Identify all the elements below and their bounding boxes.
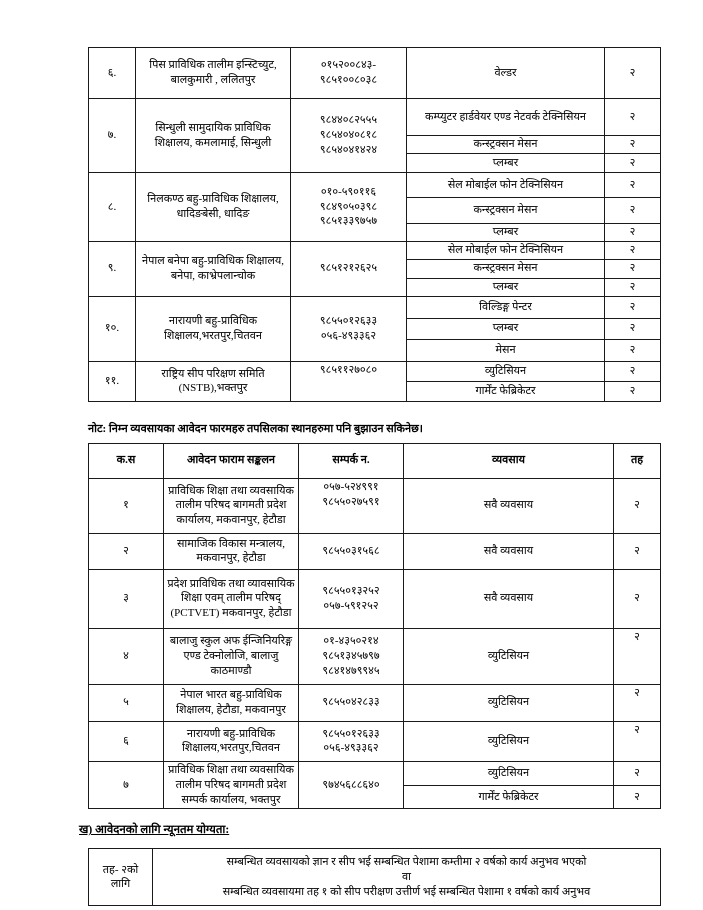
sn-cell: ९. — [89, 241, 136, 296]
contact-cell — [299, 569, 404, 628]
level-cell: २ — [614, 785, 661, 809]
phone-number: ०१-४३५०२१४ — [323, 635, 379, 648]
header-trade: व्यवसाय — [404, 443, 614, 478]
level-cell: २ — [605, 173, 661, 198]
phone-number: ९८५१००८०३८ — [319, 74, 378, 86]
sn-cell: १०. — [89, 296, 136, 361]
institution-cell: सिन्धुली सामुदायिक प्राविधिक शिक्षालय, कमलामाई, सिन्धुली — [136, 99, 291, 173]
sn-cell: ४ — [89, 628, 164, 684]
phone-number: ०१०-५९०११६ — [320, 185, 377, 198]
header-collection-place: आवेदन फाराम सङ्कलन — [164, 443, 299, 478]
contact-cell — [291, 296, 407, 361]
contact-cell — [299, 628, 404, 684]
table-row — [89, 361, 661, 381]
institution-cell: नारायणी बहु-प्राविधिक शिक्षालय,भरतपुर,चितवन — [136, 296, 291, 361]
phone-number: ९८५४०४०८१८ — [319, 129, 378, 142]
level-cell: २ — [605, 278, 661, 296]
trade-cell: व्युटिसियन — [404, 628, 614, 684]
level-cell: २ — [605, 381, 661, 401]
level-cell: २ — [605, 136, 661, 154]
trade-cell: व्युटिसियन — [404, 684, 614, 721]
phone-number: ९८५१३३९७५७ — [319, 215, 378, 228]
institution-cell: सामाजिक विकास मन्त्रालय, मकवानपुर, हेटौडा — [164, 533, 299, 569]
institution-cell: पिस प्राविधिक तालीम इन्स्टिच्युट, बालकुमारी , ललितपुर — [136, 48, 291, 99]
table-row — [89, 99, 661, 136]
level-label-cell: तह- २को लागि — [89, 849, 153, 906]
phone-number: ०१५२००८४३- — [320, 59, 377, 72]
trade-cell: सवै व्यवसाय — [404, 569, 614, 628]
table-row — [89, 721, 661, 761]
minimum-qualification-table — [88, 848, 661, 906]
level-cell: २ — [614, 721, 661, 761]
level-cell: २ — [605, 48, 661, 99]
phone-number: ०५६-४९३३६२ — [320, 329, 377, 342]
header-contact: सम्पर्क न. — [299, 443, 404, 478]
phone-number: ९७४५६८८६४० — [322, 778, 380, 791]
level-cell: २ — [614, 761, 661, 785]
sn-cell: ६. — [89, 48, 136, 99]
trade-cell: गार्मेंट फेब्रिकेटर — [404, 785, 614, 809]
level-cell: २ — [605, 99, 661, 136]
table-row — [89, 173, 661, 198]
institution-cell: प्रदेश प्राविधिक तथा व्यावसायिक शिक्षा एवम् तालीम परिषद् (PCTVET) मकवानपुर, हेटौडा — [164, 569, 299, 628]
phone-number: ९८५५०१२६३३ — [322, 727, 380, 740]
contact-cell — [291, 99, 407, 173]
header-sn: क.स — [89, 443, 164, 478]
contact-cell — [299, 533, 404, 569]
trade-cell: मेसन — [407, 339, 605, 361]
contact-cell — [291, 173, 407, 242]
contact-cell — [299, 721, 404, 761]
qualification-cell — [153, 849, 661, 906]
institution-cell: नेपाल भारत बहु-प्राविधिक शिक्षालय, हेटौडा, मकवानपुर — [164, 684, 299, 721]
trade-cell: कम्प्युटर हार्डवेयर एण्ड नेटवर्क टेक्निसियन — [407, 99, 605, 136]
trade-cell: व्युटिसियन — [407, 361, 605, 381]
level-cell: २ — [614, 533, 661, 569]
phone-number: ९८४९०५०३९८ — [319, 200, 378, 213]
table-row — [89, 478, 661, 533]
qualification-line: वा — [402, 870, 411, 883]
table-row — [89, 628, 661, 684]
trade-cell: कन्स्ट्रक्सन मेसन — [407, 259, 605, 278]
trade-cell: कन्स्ट्रक्सन मेसन — [407, 198, 605, 224]
table-row — [89, 761, 661, 785]
level-cell: २ — [605, 198, 661, 224]
table-row — [89, 849, 661, 906]
phone-number: ०५६-४९३३६२ — [323, 742, 379, 755]
sn-cell: ६ — [89, 721, 164, 761]
level-cell: २ — [614, 684, 661, 721]
phone-number: ९८५१३४५७९७ — [322, 649, 380, 662]
sn-cell: २ — [89, 533, 164, 569]
sn-cell: ३ — [89, 569, 164, 628]
phone-number: ९८५४०४१४२४ — [319, 143, 378, 156]
training-institutes-table — [88, 47, 661, 402]
phone-number: ९८५५०१३२५२ — [322, 585, 380, 597]
trade-cell: व्युटिसियन — [404, 721, 614, 761]
level-cell: २ — [614, 478, 661, 533]
trade-cell: प्लम्बर — [407, 278, 605, 296]
phone-number: ९८५५०४२८३३ — [322, 696, 380, 709]
table-row — [89, 241, 661, 259]
level-cell: २ — [605, 296, 661, 318]
header-level: तह — [614, 443, 661, 478]
trade-cell: विल्डिङ्ग पेन्टर — [407, 296, 605, 318]
contact-cell — [291, 48, 407, 99]
phone-number: ९८४४०८२५५५ — [319, 114, 378, 127]
level-cell: २ — [605, 318, 661, 339]
sn-cell: ५ — [89, 684, 164, 721]
phone-number: ९८४१४७९९४५ — [322, 664, 380, 677]
institution-cell: नेपाल बनेपा बहु-प्राविधिक शिक्षालय, बनेपा, काभ्रेपलान्चोक — [136, 241, 291, 296]
level-cell: २ — [605, 259, 661, 278]
level-cell: २ — [614, 569, 661, 628]
trade-cell: सवै व्यवसाय — [404, 533, 614, 569]
trade-cell: सवै व्यवसाय — [404, 478, 614, 533]
institution-cell: प्राविधिक शिक्षा तथा व्यवसायिक तालीम परिषद बागमती प्रदेश सम्पर्क कार्यालय, भक्तपुर — [164, 761, 299, 809]
institution-cell: राष्ट्रिय सीप परिक्षण समिति (NSTB),भक्तपुर — [136, 361, 291, 401]
level-cell: २ — [614, 628, 661, 684]
trade-cell: सेल मोबाईल फोन टेक्निसियन — [407, 173, 605, 198]
table-row — [89, 569, 661, 628]
phone-number: ०५७-५९१२५२ — [323, 599, 379, 612]
trade-cell: प्लम्बर — [407, 154, 605, 173]
sn-cell: ८. — [89, 173, 136, 242]
trade-cell: प्लम्बर — [407, 318, 605, 339]
table-header-row — [89, 443, 661, 478]
sn-cell: ७. — [89, 99, 136, 173]
trade-cell: वेल्डर — [407, 48, 605, 99]
table-row — [89, 296, 661, 318]
institution-cell: नारायणी बहु-प्राविधिक शिक्षालय,भरतपुर,चितवन — [164, 721, 299, 761]
trade-cell: प्लम्बर — [407, 224, 605, 242]
level-cell: २ — [605, 224, 661, 242]
trade-cell: सेल मोबाईल फोन टेक्निसियन — [407, 241, 605, 259]
institution-cell: प्राविधिक शिक्षा तथा व्यवसायिक तालीम परिषद बागमती प्रदेश कार्यालय, मकवानपुर, हेटौडा — [164, 478, 299, 533]
level-cell: २ — [605, 154, 661, 173]
level-cell: २ — [605, 361, 661, 381]
institution-cell: बालाजु स्कुल अफ ईन्जिनियरिङ्ग एण्ड टेक्नोलोजि, बालाजु काठमाण्डौ — [164, 628, 299, 684]
phone-number: ९८५५०२७५९१ — [322, 495, 380, 508]
trade-cell: कन्स्ट्रक्सन मेसन — [407, 136, 605, 154]
table-row — [89, 533, 661, 569]
contact-cell — [291, 241, 407, 296]
contact-cell — [291, 361, 407, 401]
application-collection-table — [88, 443, 661, 810]
sn-cell: ७ — [89, 761, 164, 809]
note-text: नोट: निम्न व्यवसायका आवेदन फारमहरु तपसिलका स्थानहरुमा पनि बुझाउन सकिनेछ। — [88, 422, 423, 435]
phone-number: ९८५५०१२६३३ — [319, 315, 378, 327]
trade-cell: व्युटिसियन — [404, 761, 614, 785]
qualification-heading: ख) आवेदनको लागि न्यूनतम योग्यता: — [79, 824, 230, 837]
contact-cell — [299, 761, 404, 809]
qualification-line: सम्बन्धित व्यवसायमा तह १ को सीप परीक्षण उत्तीर्ण भई सम्बन्धित पेशामा १ वर्षको कार्य अनुभव — [222, 885, 591, 898]
phone-number: ९८५११२७०८० — [319, 363, 378, 376]
level-cell: २ — [605, 241, 661, 259]
contact-cell — [299, 684, 404, 721]
sn-cell: १ — [89, 478, 164, 533]
phone-number: ०५७-५२४९९१ — [323, 480, 379, 493]
level-cell: २ — [605, 339, 661, 361]
phone-number: ९८५१२१२६२५ — [319, 262, 378, 275]
phone-number: ९८५५०३१५६८ — [322, 544, 380, 557]
table-row — [89, 48, 661, 99]
institution-cell: निलकण्ठ बहु-प्राविधिक शिक्षालय, धादिङबेसी, धादिङ — [136, 173, 291, 242]
sn-cell: ११. — [89, 361, 136, 401]
qualification-line: सम्बन्धित व्यवसायको ज्ञान र सीप भई सम्बन्धित पेशामा कम्तीमा २ वर्षको कार्य अनुभव भएको — [226, 856, 587, 869]
table-row — [89, 684, 661, 721]
contact-cell — [299, 478, 404, 533]
trade-cell: गार्मेंट फेब्रिकेटर — [407, 381, 605, 401]
